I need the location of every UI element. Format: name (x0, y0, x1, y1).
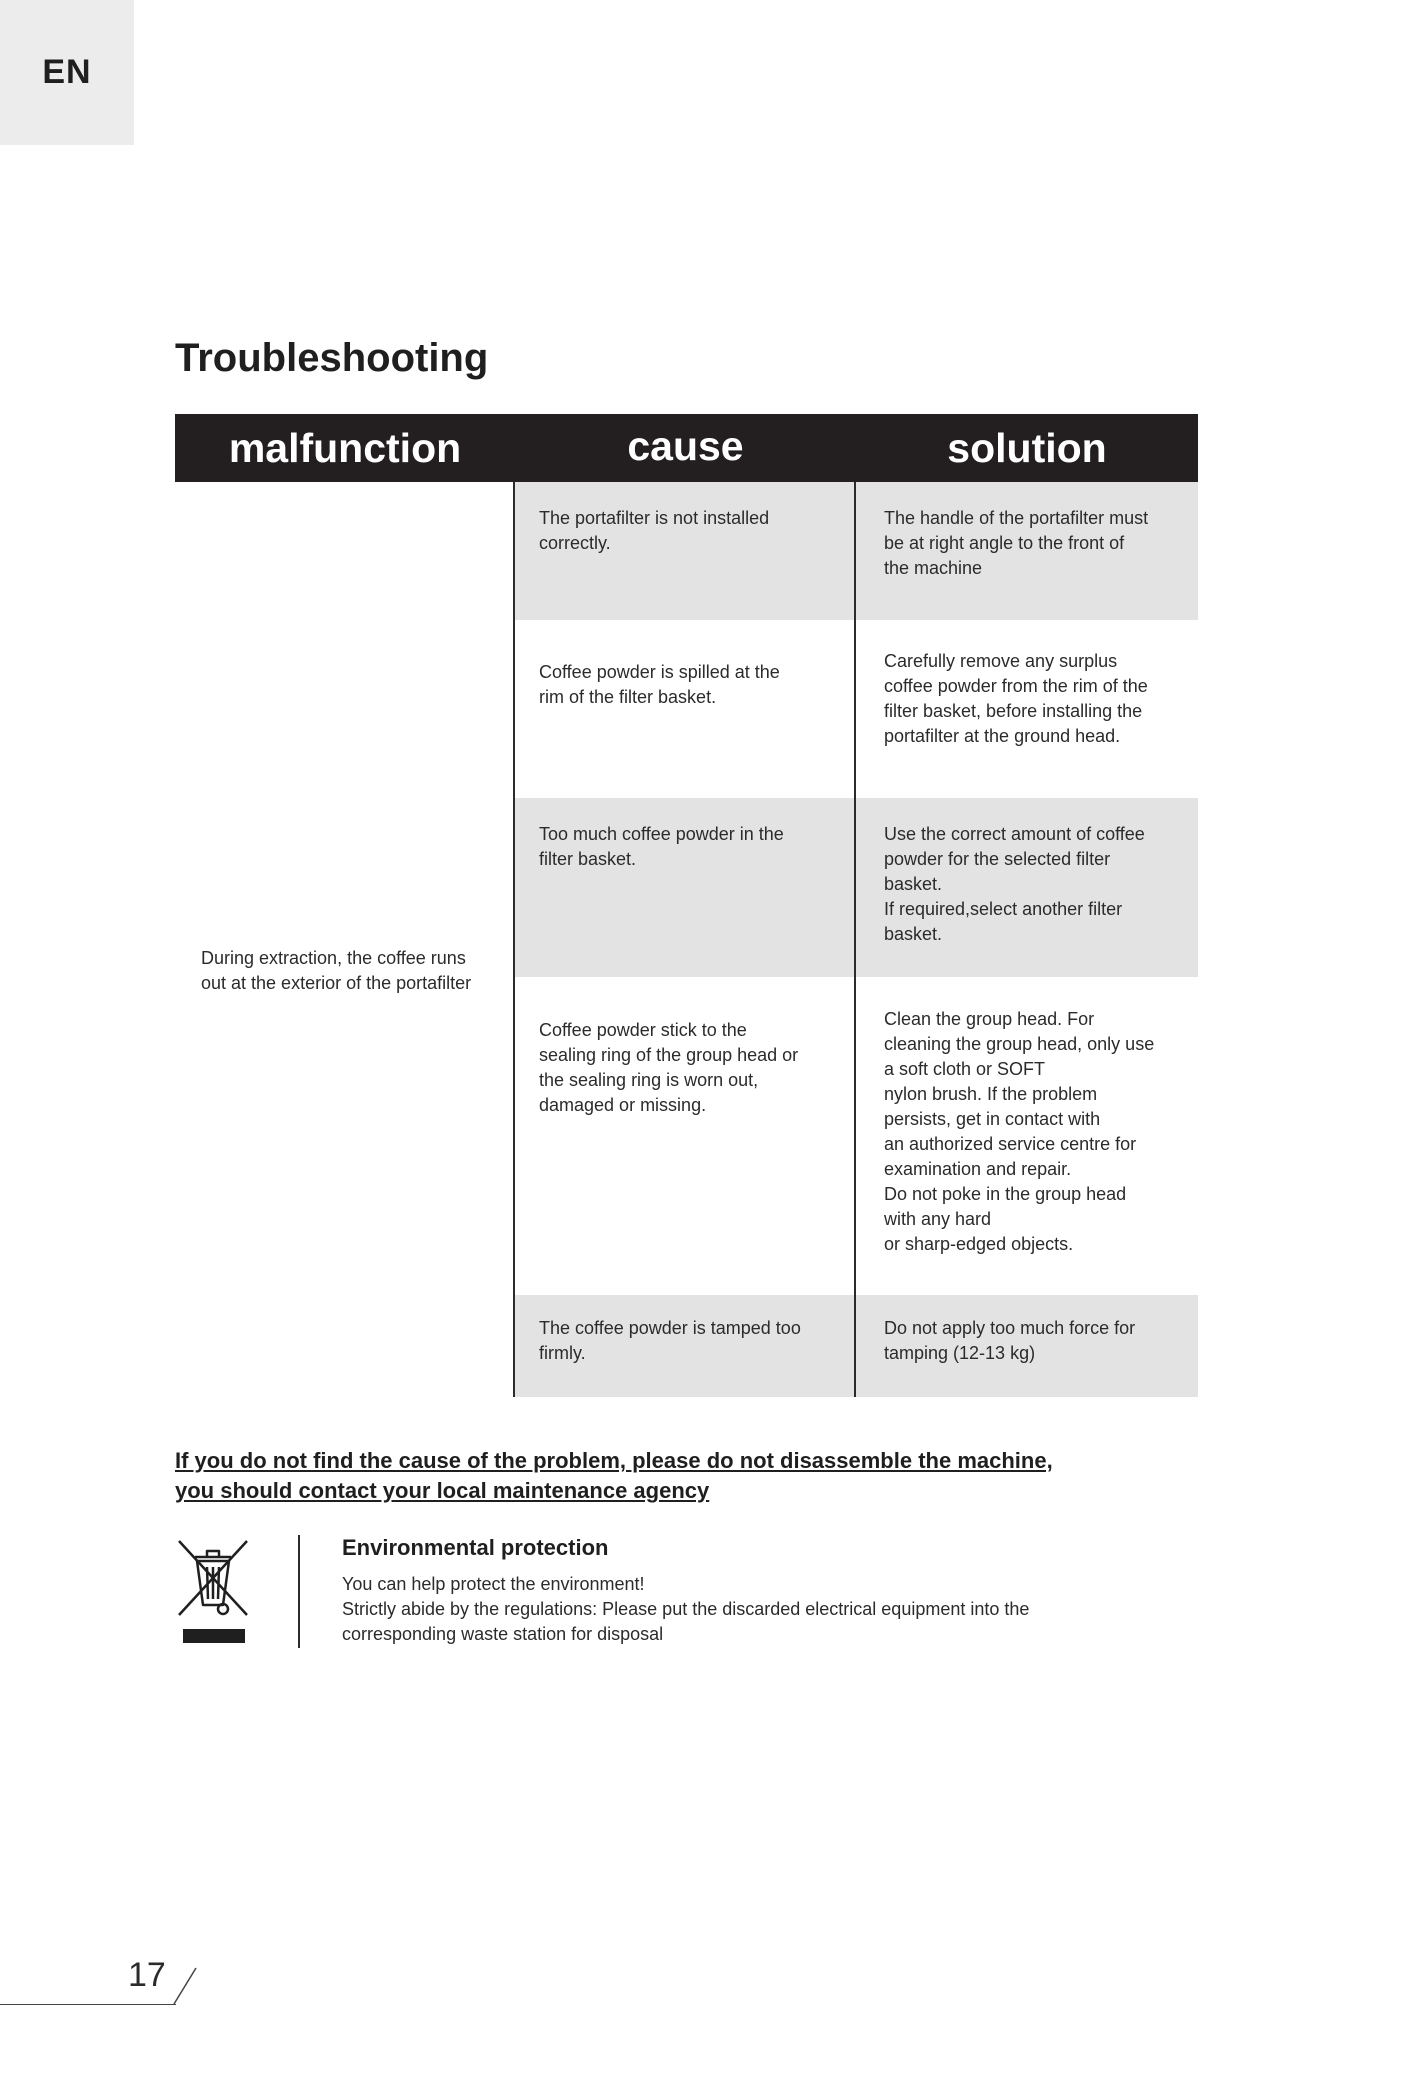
solution-line: portafilter at the ground head. (884, 726, 1121, 746)
table-row (515, 977, 1198, 1295)
cause-line: Coffee powder stick to the (539, 1020, 747, 1040)
table-row (515, 1295, 1198, 1397)
solution-cell (856, 798, 1198, 977)
cause-line: Too much coffee powder in the (539, 824, 784, 844)
cause-line: The coffee powder is tamped too (539, 1318, 801, 1338)
solution-line: Use the correct amount of coffee (884, 824, 1145, 844)
cause-cell (515, 482, 856, 620)
cause-cell (515, 620, 856, 798)
troubleshooting-table (175, 414, 1198, 1397)
solution-cell (856, 620, 1198, 798)
solution-line: be at right angle to the front of (884, 533, 1125, 553)
solution-line: The handle of the portafilter must (884, 508, 1149, 528)
cause-line: filter basket. (539, 849, 637, 869)
solution-line: Do not apply too much force for (884, 1318, 1136, 1338)
solution-line: or sharp-edged objects. (884, 1234, 1074, 1254)
support-warning (175, 1446, 1053, 1506)
environment-line: Strictly abide by the regulations: Please put the discarded electrical equipment into the (342, 1599, 1030, 1619)
cause-solution-rows (515, 482, 1198, 1397)
environment-line: You can help protect the environment! (342, 1574, 645, 1594)
environment-text (342, 1572, 1142, 1647)
solution-line: filter basket, before installing the (884, 701, 1143, 721)
cause-line: sealing ring of the group head or (539, 1045, 799, 1065)
warning-line: If you do not find the cause of the problem, please do not disassemble the machine, (175, 1448, 1053, 1473)
warning-line: you should contact your local maintenance agency (175, 1478, 710, 1503)
table-header (175, 414, 1198, 482)
header-malfunction: malfunction (228, 424, 462, 471)
solution-line: nylon brush. If the problem (884, 1084, 1098, 1104)
environment-title: Environmental protection (342, 1535, 609, 1560)
language-label: EN (42, 53, 92, 91)
solution-line: Clean the group head. For (884, 1009, 1095, 1029)
malfunction-text: During extraction, the coffee runs out at the exterior of the portafilter (201, 948, 472, 993)
solution-line: cleaning the group head, only use (884, 1034, 1155, 1054)
table-row (515, 620, 1198, 798)
malfunction-cell (175, 482, 515, 1397)
solution-line: basket. (884, 874, 943, 894)
solution-cell (856, 977, 1198, 1295)
solution-line: If required,select another filter (884, 899, 1123, 919)
solution-line: basket. (884, 924, 943, 944)
table-row (515, 798, 1198, 977)
cause-cell (515, 798, 856, 977)
cause-line: the sealing ring is worn out, (539, 1070, 759, 1090)
cause-line: Coffee powder is spilled at the (539, 662, 780, 682)
cause-line: The portafilter is not installed (539, 508, 770, 528)
solution-line: tamping (12-13 kg) (884, 1343, 1036, 1363)
environment-divider (298, 1535, 300, 1648)
solution-line: the machine (884, 558, 983, 578)
environment-line: corresponding waste station for disposal (342, 1624, 664, 1644)
table-row (515, 482, 1198, 620)
cause-line: firmly. (539, 1343, 586, 1363)
solution-line: Carefully remove any surplus (884, 651, 1118, 671)
header-solution: solution (947, 424, 1107, 471)
cause-cell (515, 977, 856, 1295)
cause-line: rim of the filter basket. (539, 687, 717, 707)
language-tab (0, 0, 134, 145)
solution-cell (856, 1295, 1198, 1397)
page-number-rule (0, 2004, 176, 2005)
cause-cell (515, 1295, 856, 1397)
solution-line: with any hard (884, 1209, 992, 1229)
header-cause: cause (627, 422, 744, 469)
page-title: Troubleshooting (175, 336, 489, 380)
table-body (175, 482, 1198, 1397)
crossed-out-wheelie-bin-icon (173, 1535, 253, 1650)
solution-line: persists, get in contact with (884, 1109, 1101, 1129)
page-number-slash (170, 1966, 200, 2006)
solution-line: examination and repair. (884, 1159, 1072, 1179)
solution-line: a soft cloth or SOFT (884, 1059, 1046, 1079)
solution-line: an authorized service centre for (884, 1134, 1137, 1154)
solution-cell (856, 482, 1198, 620)
cause-line: damaged or missing. (539, 1095, 707, 1115)
cause-line: correctly. (539, 533, 611, 553)
solution-line: coffee powder from the rim of the (884, 676, 1148, 696)
page-number: 17 (128, 1956, 166, 1994)
solution-line: Do not poke in the group head (884, 1184, 1127, 1204)
solution-line: powder for the selected filter (884, 849, 1111, 869)
